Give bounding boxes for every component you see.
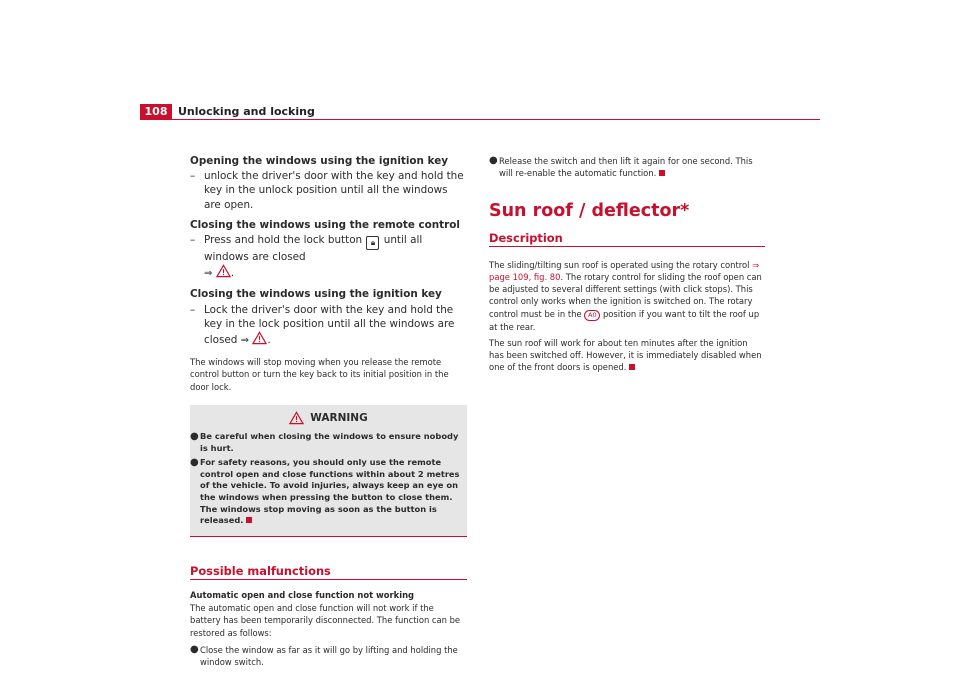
subheading-auto: Automatic open and close function not working: [190, 590, 415, 600]
auto-step-text: Close the window as far as it will go by lifting and holding the window switch.: [200, 644, 458, 668]
end-mark-icon: [629, 364, 635, 370]
heading-malfunctions: Possible malfunctions: [190, 564, 467, 580]
step-close-remote: – Press and hold the lock button 🔒︎ until all windows are closed ⇒ .: [190, 233, 467, 281]
bullet-icon: ●: [190, 643, 199, 655]
description-paragraph-1: The sliding/tilting sun roof is operated using the rotary control ⇒ page 109, fig. 80. The rotary control for sliding the roof open can be adjusted to several different settings (with click stops). This control only works when the ignition is switched on. The rotary control must be in the A0 position if you want to tilt the roof up at the rear.: [489, 259, 762, 332]
step-text-a: Press and hold the lock button: [204, 234, 363, 247]
heading-close-remote: Closing the windows using the remote control: [190, 218, 460, 231]
bullet-icon: ●: [489, 155, 498, 166]
right-column: [489, 155, 765, 373]
warning-item: [190, 431, 467, 454]
warning-item: [190, 457, 467, 527]
step-open-ignition: [190, 169, 467, 212]
dash-marker: –: [190, 234, 196, 247]
section-title: Unlocking and locking: [178, 105, 315, 118]
warning-box: [190, 405, 467, 537]
heading-description: Description: [489, 231, 765, 247]
release-note: The windows will stop moving when you release the remote control button or turn the key back to its initial position in the door lock.: [190, 357, 449, 392]
description-paragraph-2: The sun roof will work for about ten minutes after the ignition has been switched off. However, it is immediately disabled when one of the front doors is opened.: [489, 337, 762, 373]
heading-sun-roof: Sun roof / deflector*: [489, 201, 690, 222]
step-text: Lock the driver's door with the key and hold the key in the lock position until all the windows are closed: [204, 303, 455, 347]
page-reference-link[interactable]: ⇒ page 109, fig. 80: [489, 259, 760, 283]
position-a0-badge: A0: [584, 310, 600, 321]
header-rule: [140, 119, 820, 120]
arrow-icon: ⇒: [204, 268, 213, 280]
left-column: [190, 154, 467, 668]
arrow-icon: ⇒: [240, 335, 250, 347]
warning-triangle-icon: [289, 411, 304, 425]
dash-marker: –: [190, 170, 196, 183]
list-item: [190, 644, 467, 668]
bullet-icon: ●: [190, 431, 199, 443]
heading-open-ignition: Opening the windows using the ignition key: [190, 155, 449, 167]
step-text: unlock the driver's door with the key and hold the key in the unlock position until all the windows are open.: [204, 170, 464, 211]
step-close-ignition: – Lock the driver's door with the key and hold the key in the lock position until all the windows are closed ⇒ .: [190, 303, 467, 349]
dash-marker: –: [190, 303, 196, 316]
lock-button-icon: 🔒︎: [366, 236, 379, 250]
release-step-text: Release the switch and then lift it again for one second. This will re-enable the automatic function.: [499, 156, 753, 179]
step-text-b: until all windows are closed: [204, 234, 423, 264]
warning-title-row: [190, 411, 467, 425]
list-item: [489, 155, 765, 179]
warning-title: WARNING: [310, 411, 368, 424]
page-number: 108: [140, 104, 172, 120]
bullet-icon: ●: [190, 457, 199, 469]
warning-item-text: For safety reasons, you should only use the remote control open and close functions within about 2 metres of the vehicle. To avoid injuries, always keep an eye on the windows when pressing the button to close them. The windows stop moving as soon as the button is released.: [200, 457, 460, 526]
end-mark-icon: [659, 170, 665, 176]
heading-close-ignition: Closing the windows using the ignition key: [190, 288, 442, 301]
warning-item-text: Be careful when closing the windows to ensure nobody is hurt.: [200, 431, 459, 453]
warning-triangle-icon: [216, 264, 231, 278]
auto-text: The automatic open and close function will not work if the battery has been temporarily disconnected. The function can be restored as follows:: [190, 603, 461, 638]
warning-triangle-icon: [252, 331, 267, 345]
end-mark-icon: [246, 517, 252, 523]
